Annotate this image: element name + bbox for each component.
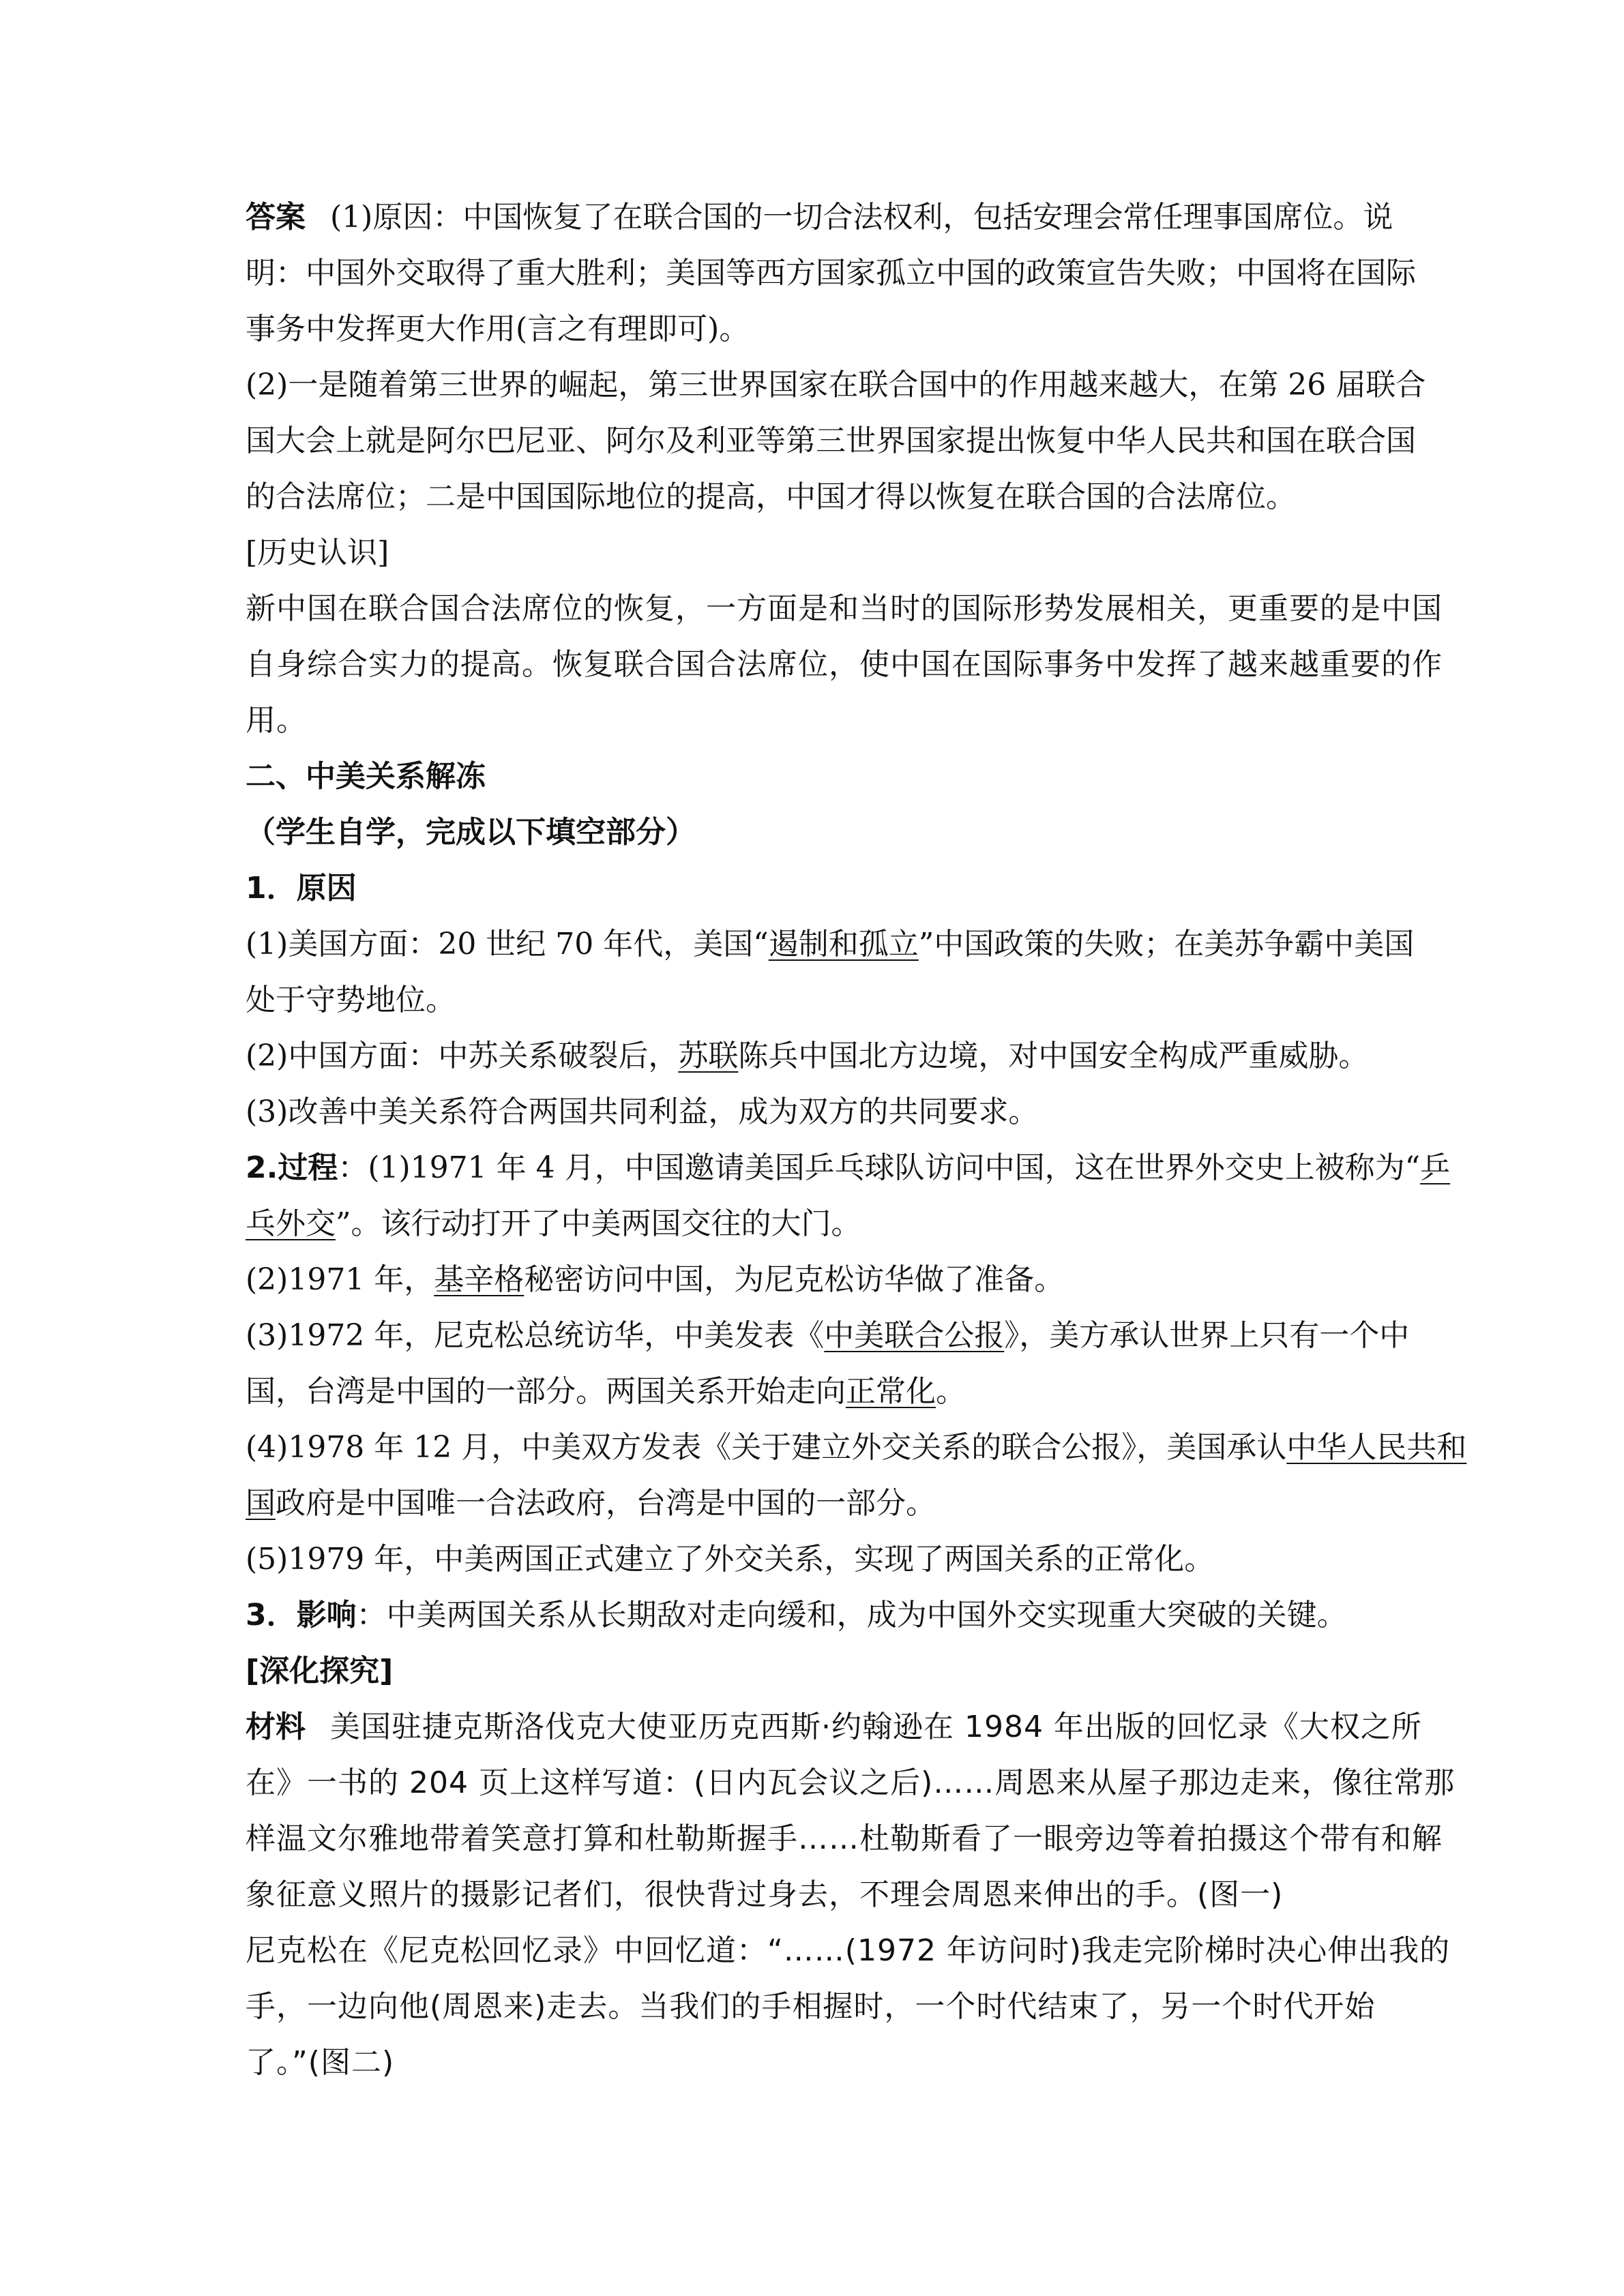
process-2-blank: 基辛格 bbox=[434, 1262, 525, 1297]
process-1-text-b: ”。该行动打开了中美两国交往的大门。 bbox=[336, 1206, 861, 1241]
effect-line bbox=[246, 1587, 1378, 1643]
reason-heading: 1．原因 bbox=[246, 871, 357, 906]
material-line-3: 样温文尔雅地带着笑意打算和杜勒斯握手……杜勒斯看了一眼旁边等着拍摄这个带有和解 bbox=[246, 1821, 1443, 1856]
process-2-text-b: 秘密访问中国，为尼克松访华做了准备。 bbox=[524, 1262, 1065, 1297]
process-1-blank-b: 乓外交 bbox=[246, 1206, 336, 1241]
process-label: 2.过程 bbox=[246, 1150, 338, 1185]
process-4-line-2 bbox=[246, 1476, 1378, 1532]
section-heading: 二、中美关系解冻 bbox=[246, 759, 486, 794]
history-heading: [历史认识] bbox=[246, 535, 389, 570]
reason-2-text-a: (2)中国方面：中苏关系破裂后， bbox=[246, 1039, 679, 1073]
process-4-text-b: 政府是中国唯一合法政府，台湾是中国的一部分。 bbox=[276, 1486, 936, 1521]
process-1-blank-a: 乒 bbox=[1420, 1150, 1451, 1185]
reason-1-line-1 bbox=[246, 916, 1415, 972]
reason-3-line: (3)改善中美关系符合两国共同利益，成为双方的共同要求。 bbox=[246, 1094, 1039, 1129]
reason-1-blank: 遏制和孤立 bbox=[768, 927, 919, 961]
process-3-line-1 bbox=[246, 1308, 1410, 1364]
history-line-1: 新中国在联合国合法席位的恢复，一方面是和当时的国际形势发展相关，更重要的是中国 bbox=[246, 591, 1443, 626]
document-page bbox=[246, 190, 1467, 2091]
material-line-2: 在》一书的 204 页上这样写道：(日内瓦会议之后)……周恩来从屋子那边走来，像往常那 bbox=[246, 1765, 1456, 1800]
material-line-6: 手，一边向他(周恩来)走去。当我们的手相握时，一个时代结束了，另一个时代开始 bbox=[246, 1989, 1376, 2024]
process-1-line-1 bbox=[246, 1140, 1451, 1196]
reason-1-text-a: (1)美国方面：20 世纪 70 年代，美国“ bbox=[246, 927, 769, 961]
answer-line-6: 的合法席位；二是中国国际地位的提高，中国才得以恢复在联合国的合法席位。 bbox=[246, 479, 1296, 514]
process-5-line: (5)1979 年，中美两国正式建立了外交关系，实现了两国关系的正常化。 bbox=[246, 1542, 1215, 1577]
reason-2-text-b: 陈兵中国北方边境，对中国安全构成严重威胁。 bbox=[738, 1039, 1369, 1073]
process-3-text-a: (3)1972 年，尼克松总统访华，中美发表《 bbox=[246, 1318, 825, 1353]
reason-1-line-2: 处于守势地位。 bbox=[246, 983, 456, 1017]
reason-2-blank: 苏联 bbox=[678, 1039, 739, 1073]
explore-heading: [深化探究] bbox=[246, 1654, 394, 1688]
effect-text: ：中美两国关系从长期敌对走向缓和，成为中国外交实现重大突破的关键。 bbox=[356, 1598, 1347, 1632]
answer-line-2: 明：中国外交取得了重大胜利；美国等西方国家孤立中国的政策宣告失败；中国将在国际 bbox=[246, 256, 1416, 290]
process-4-blank-2: 国 bbox=[246, 1486, 276, 1521]
process-4-text-a: (4)1978 年 12 月，中美双方发表《关于建立外交关系的联合公报》，美国承认 bbox=[246, 1430, 1287, 1465]
process-1-line-2 bbox=[246, 1196, 1378, 1252]
section-subheading: （学生自学，完成以下填空部分） bbox=[246, 815, 696, 850]
process-3-text-b: 》，美方承认世界上只有一个中 bbox=[1004, 1318, 1410, 1353]
reason-2-line bbox=[246, 1028, 1378, 1084]
answer-text-1: (1)原因：中国恢复了在联合国的一切合法权利，包括安理会常任理事国席位。说 bbox=[330, 200, 1393, 235]
material-line-4: 象征意义照片的摄影记者们，很快背过身去，不理会周恩来伸出的手。(图一) bbox=[246, 1877, 1284, 1912]
process-4-blank: 中华人民共和 bbox=[1286, 1430, 1467, 1465]
process-2-line bbox=[246, 1252, 1378, 1308]
answer-line-4: (2)一是随着第三世界的崛起，第三世界国家在联合国中的作用越来越大，在第 26 届联合 bbox=[246, 368, 1426, 402]
material-line-1 bbox=[246, 1699, 1422, 1755]
process-3-text-c: 国，台湾是中国的一部分。两国关系开始走向 bbox=[246, 1374, 846, 1409]
history-line-3: 用。 bbox=[246, 703, 307, 738]
process-3-blank: 中美联合公报 bbox=[824, 1318, 1005, 1353]
answer-line-3: 事务中发挥更大作用(言之有理即可)。 bbox=[246, 312, 750, 346]
history-line-2: 自身综合实力的提高。恢复联合国合法席位，使中国在国际事务中发挥了越来越重要的作 bbox=[246, 647, 1443, 682]
process-3-line-2 bbox=[246, 1364, 1378, 1420]
process-2-text-a: (2)1971 年， bbox=[246, 1262, 434, 1297]
material-label: 材料 bbox=[246, 1710, 306, 1744]
process-3-text-d: 。 bbox=[936, 1374, 966, 1409]
answer-label: 答案 bbox=[246, 200, 306, 235]
process-1-text-a: ：(1)1971 年 4 月，中国邀请美国乒乓球队访问中国，这在世界外交史上被称为“ bbox=[338, 1150, 1421, 1185]
answer-line-5: 国大会上就是阿尔巴尼亚、阿尔及利亚等第三世界国家提出恢复中华人民共和国在联合国 bbox=[246, 423, 1416, 458]
answer-line-1 bbox=[246, 190, 1393, 245]
process-3-blank-2: 正常化 bbox=[846, 1374, 936, 1409]
effect-label: 3．影响 bbox=[246, 1598, 357, 1632]
material-line-7: 了。”(图二) bbox=[246, 2045, 395, 2080]
process-4-line-1 bbox=[246, 1420, 1467, 1476]
material-text-1: 美国驻捷克斯洛伐克大使亚历克西斯·约翰逊在 1984 年出版的回忆录《大权之所 bbox=[330, 1710, 1422, 1744]
material-line-5: 尼克松在《尼克松回忆录》中回忆道：“……(1972 年访问时)我走完阶梯时决心伸出我的 bbox=[246, 1933, 1451, 1968]
reason-1-text-b: ”中国政策的失败；在美苏争霸中美国 bbox=[918, 927, 1415, 961]
